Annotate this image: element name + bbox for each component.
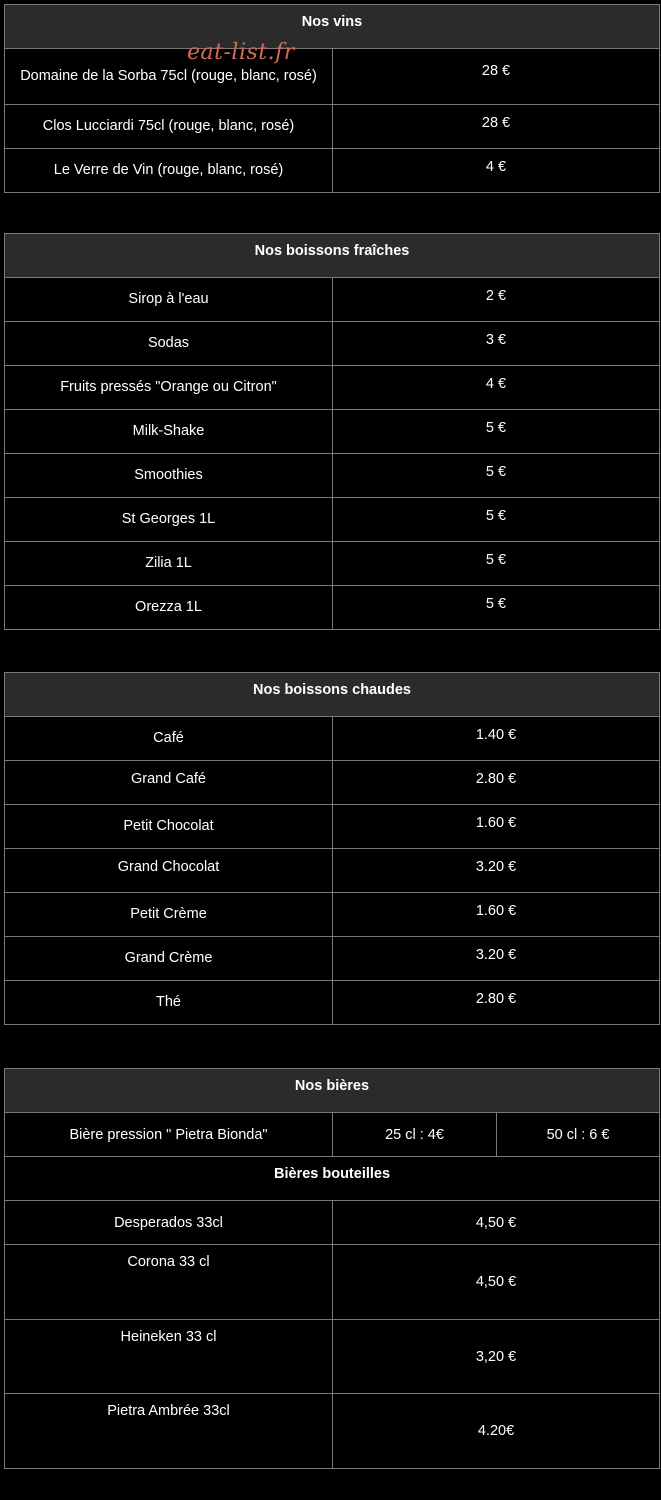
item-name: Sirop à l'eau bbox=[5, 278, 333, 322]
item-price: 5 € bbox=[333, 410, 660, 454]
item-name: Fruits pressés "Orange ou Citron" bbox=[5, 366, 333, 410]
table-row bbox=[5, 849, 660, 893]
watermark-logo: eat-list.fr bbox=[187, 40, 295, 65]
section-title-cold-drinks: Nos boissons fraîches bbox=[5, 234, 660, 278]
item-name: Smoothies bbox=[5, 454, 333, 498]
table-row bbox=[5, 586, 660, 630]
table-row bbox=[5, 981, 660, 1025]
draft-beer-price-25cl: 25 cl : 4€ bbox=[333, 1113, 497, 1157]
table-row bbox=[5, 1320, 660, 1394]
item-name: Petit Chocolat bbox=[5, 805, 333, 849]
table-row bbox=[5, 1394, 660, 1469]
item-name: Domaine de la Sorba 75cl (rouge, blanc, rosé) bbox=[5, 49, 333, 105]
item-price: 3 € bbox=[333, 322, 660, 366]
table-row bbox=[5, 542, 660, 586]
table-row bbox=[5, 366, 660, 410]
table-row bbox=[5, 805, 660, 849]
draft-beer-price-50cl: 50 cl : 6 € bbox=[497, 1113, 660, 1157]
item-price: 2 € bbox=[333, 278, 660, 322]
section-title-wines: Nos vins bbox=[5, 5, 660, 49]
table-row bbox=[5, 1201, 660, 1245]
subsection-title-bottled-beers: Bières bouteilles bbox=[5, 1157, 660, 1201]
item-name: Grand Café bbox=[5, 761, 333, 805]
item-price: 4.20€ bbox=[333, 1394, 660, 1469]
item-price: 4 € bbox=[333, 149, 660, 193]
item-name: Grand Crème bbox=[5, 937, 333, 981]
item-price: 1.60 € bbox=[333, 893, 660, 937]
draft-beer-name: Bière pression " Pietra Bionda" bbox=[5, 1113, 333, 1157]
table-row bbox=[5, 105, 660, 149]
section-title-hot-drinks: Nos boissons chaudes bbox=[5, 673, 660, 717]
item-name: Zilia 1L bbox=[5, 542, 333, 586]
table-row bbox=[5, 149, 660, 193]
item-price: 2.80 € bbox=[333, 981, 660, 1025]
table-row bbox=[5, 1113, 660, 1157]
item-name: Clos Lucciardi 75cl (rouge, blanc, rosé) bbox=[5, 105, 333, 149]
item-price: 28 € bbox=[333, 105, 660, 149]
item-price: 2.80 € bbox=[333, 761, 660, 805]
item-price: 28 € bbox=[333, 49, 660, 105]
section-title-beers: Nos bières bbox=[5, 1069, 660, 1113]
table-row bbox=[5, 322, 660, 366]
item-price: 3.20 € bbox=[333, 849, 660, 893]
item-name: St Georges 1L bbox=[5, 498, 333, 542]
item-name: Orezza 1L bbox=[5, 586, 333, 630]
table-row bbox=[5, 1245, 660, 1320]
item-name: Heineken 33 cl bbox=[5, 1320, 333, 1394]
table-row bbox=[5, 410, 660, 454]
item-price: 3.20 € bbox=[333, 937, 660, 981]
item-price: 4,50 € bbox=[333, 1245, 660, 1320]
table-row bbox=[5, 498, 660, 542]
item-price: 4 € bbox=[333, 366, 660, 410]
table-row bbox=[5, 49, 660, 105]
item-name: Grand Chocolat bbox=[5, 849, 333, 893]
hot-drinks-table bbox=[4, 672, 660, 1025]
table-row bbox=[5, 717, 660, 761]
table-row bbox=[5, 761, 660, 805]
wines-table bbox=[4, 4, 660, 193]
item-price: 3,20 € bbox=[333, 1320, 660, 1394]
item-name: Pietra Ambrée 33cl bbox=[5, 1394, 333, 1469]
item-price: 5 € bbox=[333, 586, 660, 630]
table-row bbox=[5, 278, 660, 322]
cold-drinks-table bbox=[4, 233, 660, 630]
item-price: 4,50 € bbox=[333, 1201, 660, 1245]
item-price: 5 € bbox=[333, 542, 660, 586]
item-name: Thé bbox=[5, 981, 333, 1025]
item-price: 5 € bbox=[333, 454, 660, 498]
item-price: 5 € bbox=[333, 498, 660, 542]
item-name: Desperados 33cl bbox=[5, 1201, 333, 1245]
item-name: Café bbox=[5, 717, 333, 761]
item-price: 1.60 € bbox=[333, 805, 660, 849]
item-name: Sodas bbox=[5, 322, 333, 366]
item-name: Le Verre de Vin (rouge, blanc, rosé) bbox=[5, 149, 333, 193]
table-row bbox=[5, 454, 660, 498]
item-name: Petit Crème bbox=[5, 893, 333, 937]
item-name: Corona 33 cl bbox=[5, 1245, 333, 1320]
table-row bbox=[5, 893, 660, 937]
item-price: 1.40 € bbox=[333, 717, 660, 761]
beers-table bbox=[4, 1068, 660, 1469]
item-name: Milk-Shake bbox=[5, 410, 333, 454]
table-row bbox=[5, 937, 660, 981]
